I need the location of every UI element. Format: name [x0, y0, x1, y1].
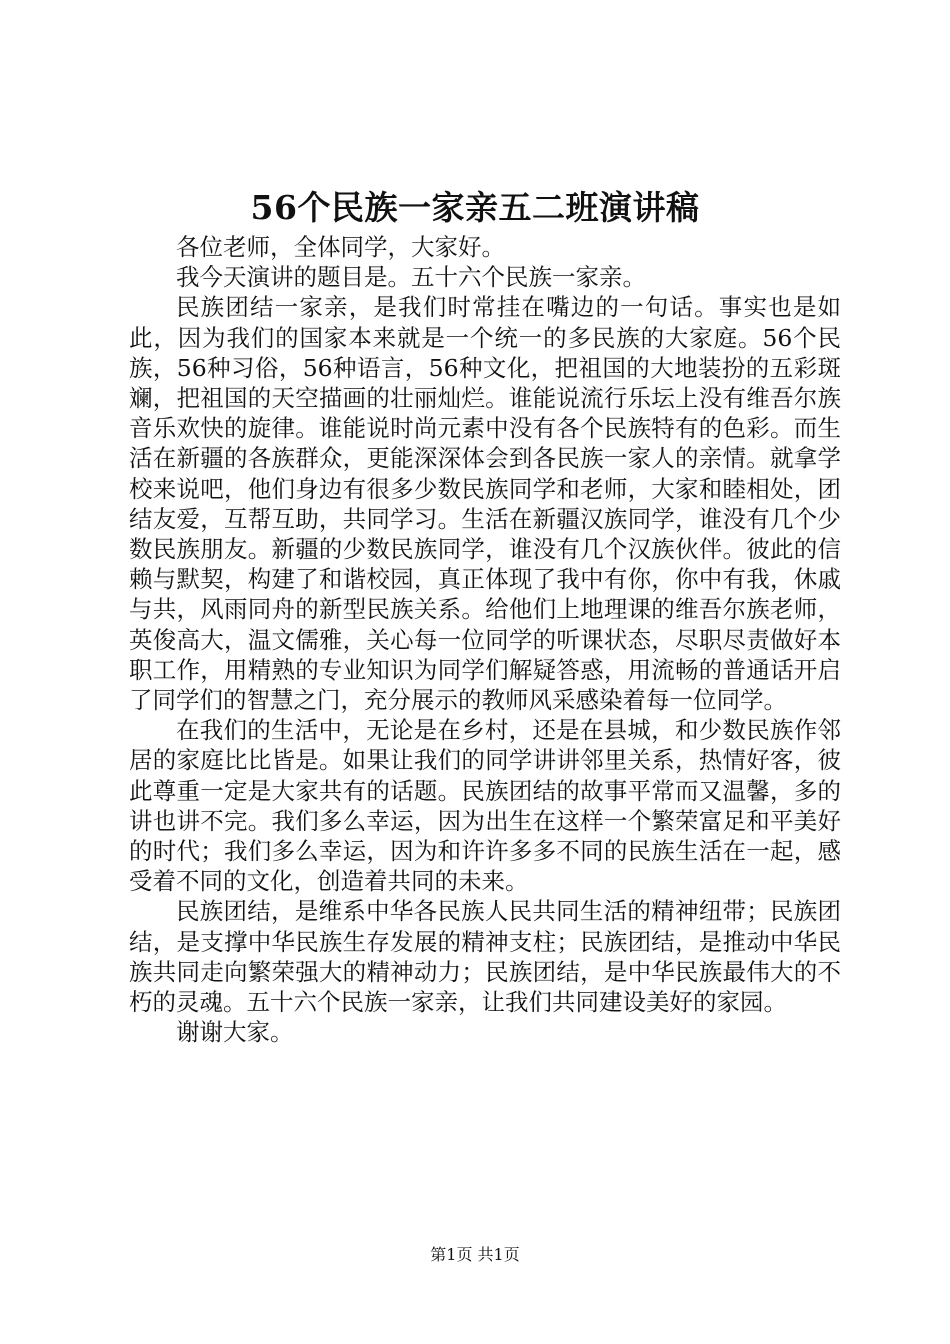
paragraph-life: 在我们的生活中，无论是在乡村，还是在县城，和少数民族作邻居的家庭比比皆是。如果让我们的同学讲讲邻里关系，热情好客，彼此尊重一定是大家共有的话题。民族团结的故事平常而又温馨，多的讲也讲不完。我们多么幸运，因为出生在这样一个繁荣富足和平美好的时代；我们多么幸运，因为和许许多多不同的民族生活在一起，感受着不同的文化，创造着共同的未来。 [129, 716, 841, 896]
paragraph-main: 民族团结一家亲，是我们时常挂在嘴边的一句话。事实也是如此，因为我们的国家本来就是一个统一的多民族的大家庭。56个民族，56种习俗，56种语言，56种文化，把祖国的大地装扮的五彩斑斓，把祖国的天空描画的壮丽灿烂。谁能说流行乐坛上没有维吾尔族音乐欢快的旋律。谁能说时尚元素中没有各个民族特有的色彩。而生活在新疆的各族群众，更能深深体会到各民族一家人的亲情。就拿学校来说吧，他们身边有很多少数民族同学和老师，大家和睦相处，团结友爱，互帮互助，共同学习。生活在新疆汉族同学，谁没有几个少数民族朋友。新疆的少数民族同学，谁没有几个汉族伙伴。彼此的信赖与默契，构建了和谐校园，真正体现了我中有你，你中有我，休戚与共，风雨同舟的新型民族关系。给他们上地理课的维吾尔族老师，英俊高大，温文儒雅，关心每一位同学的听课状态，尽职尽责做好本职工作，用精熟的专业知识为同学们解疑答惑，用流畅的普通话开启了同学们的智慧之门，充分展示的教师风采感染着每一位同学。 [129, 293, 841, 715]
document-title: 56个民族一家亲五二班演讲稿 [250, 188, 700, 227]
page-footer: 第1页 共1页 [430, 1245, 520, 1264]
paragraph-thanks: 谢谢大家。 [176, 1018, 294, 1047]
paragraph-unity: 民族团结，是维系中华各民族人民共同生活的精神纽带；民族团结，是支撑中华民族生存发展的精神支柱；民族团结，是推动中华民族共同走向繁荣强大的精神动力；民族团结，是中华民族最伟大的不朽的灵魂。五十六个民族一家亲，让我们共同建设美好的家园。 [129, 897, 841, 1017]
paragraph-topic: 我今天演讲的题目是。五十六个民族一家亲。 [176, 263, 646, 292]
document-body [129, 232, 841, 1047]
paragraph-greeting: 各位老师，全体同学，大家好。 [176, 233, 505, 261]
